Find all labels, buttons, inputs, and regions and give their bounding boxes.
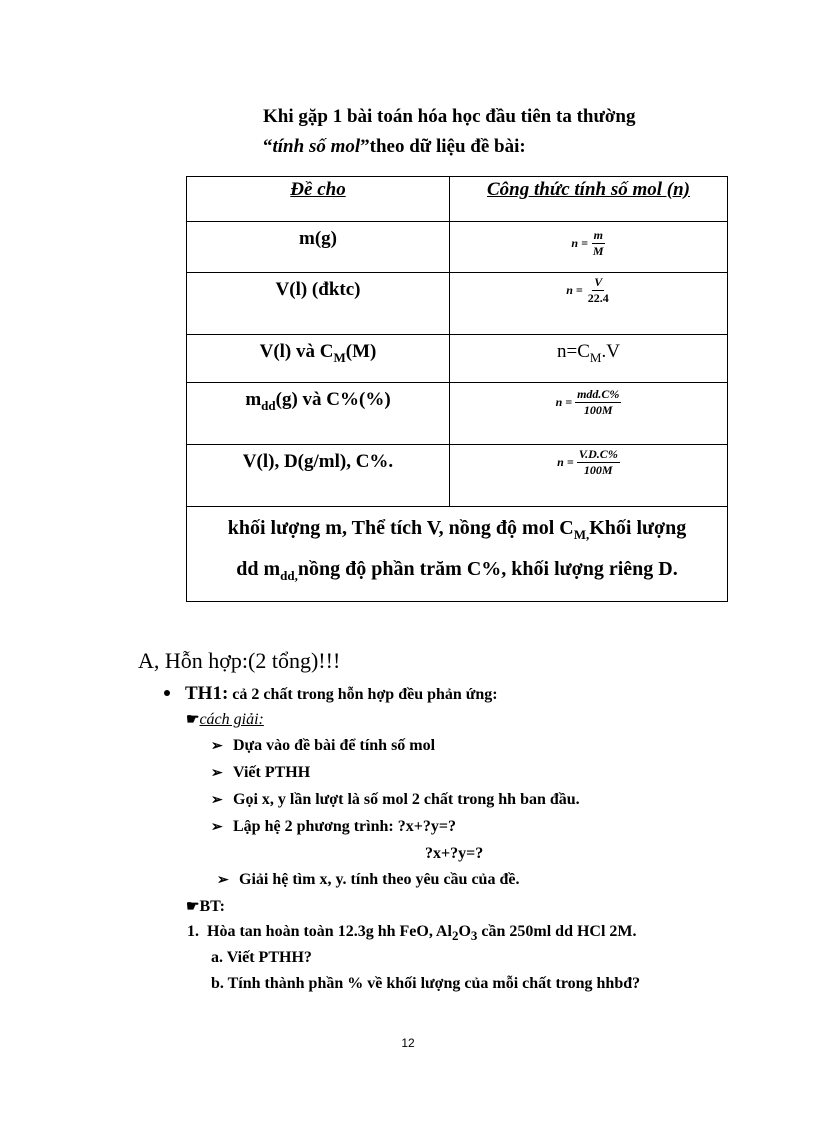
table-row [187, 383, 728, 445]
formula-cell [450, 222, 728, 273]
quote-close: ” [360, 136, 370, 157]
table-row [187, 335, 728, 383]
footer-cell: khối lượng m, Thể tích V, nồng độ mol $C_{M,}Khối$ lượng dd $m_{dd,}nồng$ độ phần trăm C%, khối lượng riêng D. [187, 507, 728, 602]
given-cell: V(l), D(g/ml), C%. [187, 445, 450, 507]
table-row [187, 273, 728, 335]
intro-emphasis: tính số mol [272, 136, 361, 157]
problem-1-part-a: a. Viết PTHH? [211, 949, 312, 966]
arrow-bullet-icon: ➢ [211, 766, 223, 781]
formula-cell: $n=C_M.V$ [450, 335, 728, 383]
given-cell: $m_{dd}(g)$ và C%(%) [187, 383, 450, 445]
header-given: Đề cho [187, 177, 450, 222]
quote-open: “ [263, 136, 273, 157]
pointing-hand-icon: ☛ [186, 899, 200, 915]
step-item: ➢ Viết PTHH [211, 764, 311, 781]
table-footer-row [187, 507, 728, 602]
exercise-label: ☛BT: [186, 898, 225, 915]
page-number: 12 [401, 1036, 415, 1050]
formula-fraction: n = $\frac{V}{22.4}$ [566, 275, 609, 305]
solution-label: ☛cách giải: [186, 711, 264, 728]
header-formula: Công thức tính số mol (n) [450, 177, 728, 222]
section-a-heading: A, Hỗn hợp:(2 tổng)!!! [138, 648, 341, 673]
problem-1: 1. Hòa tan hoàn toàn 12.3g hh FeO, $Al_2O_3$ cần 250ml dd HCl 2M. [187, 923, 637, 944]
intro-rest: theo dữ liệu đề bài: [369, 136, 526, 157]
step-item: ➢ Giải hệ tìm x, y. tính theo yêu cầu của đề. [217, 871, 520, 888]
formula-cell [450, 273, 728, 335]
given-cell: V(l) và $C_M(M)$ [187, 335, 450, 383]
given-cell: m(g) [187, 222, 450, 273]
given-cell: V(l) (đktc) [187, 273, 450, 335]
arrow-bullet-icon: ➢ [217, 873, 229, 888]
intro-text [263, 102, 635, 162]
case-th1: TH1: cả 2 chất trong hỗn hợp đều phản ứng: [185, 683, 498, 704]
bullet-dot [164, 690, 170, 696]
formula-cell [450, 445, 728, 507]
arrow-bullet-icon: ➢ [211, 739, 223, 754]
equation-2: ?x+?y=? [425, 845, 484, 862]
intro-line-1: Khi gặp 1 bài toán hóa học đầu tiên ta thường [263, 106, 636, 127]
intro-line-2 [263, 132, 635, 162]
step-item: ➢ Dựa vào đề bài để tính số mol [211, 737, 436, 754]
table-header-row [187, 177, 728, 222]
arrow-bullet-icon: ➢ [211, 820, 223, 835]
formula-fraction: n = $\frac{\text{mdd.C\%}}{100M}$ [555, 387, 620, 417]
formula-fraction: n = $\frac{m}{M}$ [571, 228, 604, 258]
mol-formula-table [186, 176, 728, 602]
formula-fraction: n = $\frac{V.D.C\%}{100M}$ [557, 447, 618, 477]
arrow-bullet-icon: ➢ [211, 793, 223, 808]
pointing-hand-icon: ☛ [186, 712, 200, 728]
problem-1-part-b: b. Tính thành phần % về khối lượng của mỗi chất trong hhbđ? [211, 975, 641, 992]
table-row [187, 222, 728, 273]
step-item: ➢ Gọi x, y lần lượt là số mol 2 chất trong hh ban đầu. [211, 791, 580, 808]
step-item: ➢ Lập hệ 2 phương trình: ?x+?y=? [211, 818, 456, 835]
formula-cell [450, 383, 728, 445]
table-row [187, 445, 728, 507]
